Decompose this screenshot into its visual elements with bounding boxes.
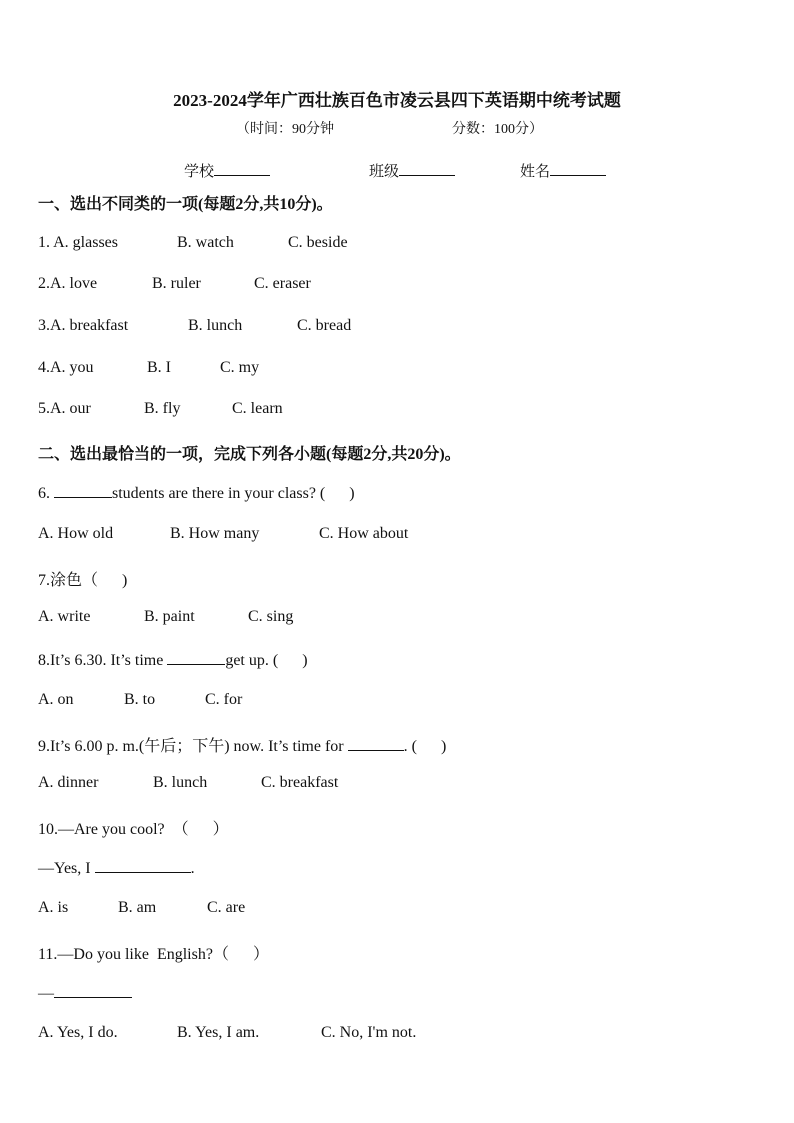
answer-blank[interactable] xyxy=(95,858,191,873)
question-number: 1. xyxy=(38,234,50,251)
question-10-answer: —Yes, I . xyxy=(38,860,195,877)
class-label: 班级 xyxy=(369,164,400,180)
school-blank[interactable] xyxy=(214,161,270,176)
option-a[interactable]: A. is xyxy=(38,899,69,916)
option-c[interactable]: C. learn xyxy=(232,400,283,417)
option-b[interactable]: B. watch xyxy=(177,234,234,251)
option-c[interactable]: C. beside xyxy=(288,234,348,251)
question-5 xyxy=(38,400,91,418)
question-number: 5. xyxy=(38,400,50,417)
option-a[interactable]: A. our xyxy=(50,400,91,417)
option-b[interactable]: B. lunch xyxy=(188,317,243,334)
option-a[interactable]: A. dinner xyxy=(38,774,99,791)
question-11-stem: 11.—Do you like English?（ ） xyxy=(38,946,269,963)
option-a[interactable]: A. breakfast xyxy=(50,317,129,334)
option-b[interactable]: B. Yes, I am. xyxy=(177,1024,260,1041)
question-10-stem: 10.—Are you cool? （ ） xyxy=(38,821,229,838)
class-field[interactable] xyxy=(369,160,455,181)
school-label: 学校 xyxy=(184,164,215,180)
question-8-stem: 8.It’s 6.30. It’s time get up. ( ) xyxy=(38,652,308,669)
option-a[interactable]: A. write xyxy=(38,608,91,625)
option-c[interactable]: C. my xyxy=(220,359,260,376)
question-number: 4. xyxy=(38,359,50,376)
option-a[interactable]: A. love xyxy=(50,275,98,292)
option-c[interactable]: C. No, I'm not. xyxy=(321,1024,417,1041)
option-a[interactable]: A. Yes, I do. xyxy=(38,1024,118,1041)
option-c[interactable]: C. eraser xyxy=(254,275,311,292)
question-number: 3. xyxy=(38,317,50,334)
option-b[interactable]: B. lunch xyxy=(153,774,208,791)
section-2-heading: 二、选出最恰当的一项，完成下列各小题(每题2分,共20分)。 xyxy=(38,446,461,463)
option-c[interactable]: C. for xyxy=(205,691,243,708)
option-b[interactable]: B. to xyxy=(124,691,156,708)
option-c[interactable]: C. bread xyxy=(297,317,352,334)
option-b[interactable]: B. I xyxy=(147,359,171,376)
answer-blank[interactable] xyxy=(167,650,225,665)
option-b[interactable]: B. paint xyxy=(144,608,195,625)
question-4 xyxy=(38,359,94,377)
option-a[interactable]: A. on xyxy=(38,691,74,708)
option-a[interactable]: A. How old xyxy=(38,525,114,542)
answer-blank[interactable] xyxy=(348,736,404,751)
name-label: 姓名 xyxy=(520,164,551,180)
option-b[interactable]: B. How many xyxy=(170,525,260,542)
question-7-stem: 7.涂色（ ) xyxy=(38,572,128,589)
question-6-stem: 6. students are there in your class? ( ) xyxy=(38,485,355,502)
name-blank[interactable] xyxy=(550,161,606,176)
question-3 xyxy=(38,317,128,335)
school-field[interactable] xyxy=(184,160,270,181)
option-c[interactable]: C. are xyxy=(207,899,246,916)
question-11-answer: — xyxy=(38,983,132,1003)
question-number: 2. xyxy=(38,275,50,292)
time-label: （时间：90分钟 xyxy=(236,122,334,137)
answer-blank[interactable] xyxy=(54,983,132,998)
option-c[interactable]: C. How about xyxy=(319,525,409,542)
exam-title: 2023-2024学年广西壮族百色市凌云县四下英语期中统考试题 xyxy=(173,91,621,110)
question-1 xyxy=(38,234,118,252)
option-a[interactable]: A. glasses xyxy=(53,234,119,251)
section-1-heading: 一、选出不同类的一项(每题2分,共10分)。 xyxy=(38,196,333,213)
question-2 xyxy=(38,275,97,293)
option-b[interactable]: B. ruler xyxy=(152,275,201,292)
option-c[interactable]: C. breakfast xyxy=(261,774,339,791)
option-b[interactable]: B. am xyxy=(118,899,157,916)
option-b[interactable]: B. fly xyxy=(144,400,181,417)
name-field[interactable] xyxy=(520,160,606,181)
score-label: 分数：100分） xyxy=(452,122,543,137)
answer-blank[interactable] xyxy=(54,483,112,498)
option-a[interactable]: A. you xyxy=(50,359,94,376)
question-9-stem: 9.It’s 6.00 p. m.(午后；下午) now. It’s time for . ( ) xyxy=(38,738,447,755)
option-c[interactable]: C. sing xyxy=(248,608,294,625)
class-blank[interactable] xyxy=(399,161,455,176)
